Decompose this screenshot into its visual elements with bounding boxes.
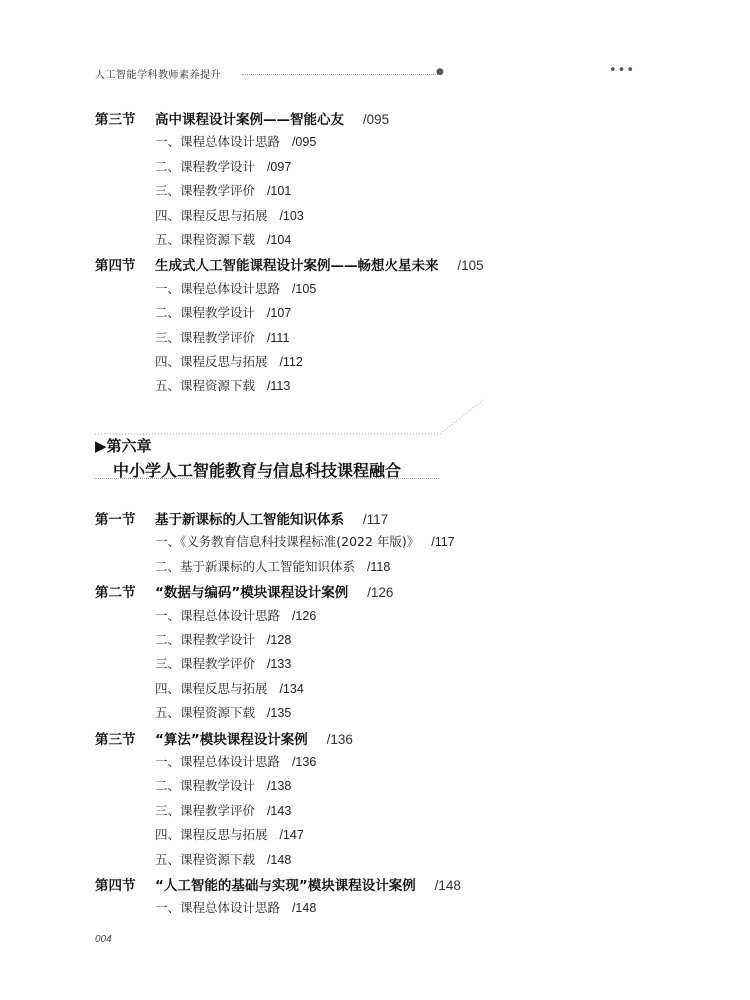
toc-item-entry[interactable] (155, 801, 291, 819)
item-label: 五、课程资源下载 (155, 232, 256, 247)
item-label: 二、课程教学设计 (155, 305, 256, 321)
item-page: /128 (266, 633, 292, 647)
header-ellipsis-icon: ••• (608, 63, 635, 78)
toc-item-entry[interactable] (155, 825, 304, 843)
item-label: 二、课程教学设计 (155, 158, 256, 174)
section-page: /126 (367, 585, 394, 601)
item-page: /104 (266, 233, 292, 247)
item-page: /148 (291, 901, 317, 916)
section-page: /105 (457, 258, 484, 274)
section-title: “数据与编码”模块课程设计案例 (155, 585, 349, 602)
item-label: 三、课程教学评价 (155, 656, 256, 672)
item-page: /117 (431, 535, 455, 550)
item-page: /138 (266, 779, 292, 794)
item-label: 四、课程反思与拓展 (155, 680, 268, 696)
item-page: /095 (291, 135, 317, 150)
item-page: /105 (291, 281, 317, 296)
toc-section-entry[interactable] (95, 581, 393, 601)
section-title: 生成式人工智能课程设计案例——畅想火星未来 (155, 258, 439, 275)
chapter-title: 中小学人工智能教育与信息科技课程融合 (113, 461, 402, 480)
item-page: /111 (266, 330, 290, 345)
section-page: /148 (434, 878, 461, 893)
toc-item-entry[interactable] (155, 532, 455, 550)
toc-section-entry[interactable] (95, 254, 484, 274)
item-label: 三、课程教学评价 (155, 802, 256, 818)
item-label: 一、课程总体设计思路 (155, 900, 281, 916)
toc-section-entry[interactable] (95, 108, 389, 128)
item-label: 四、课程反思与拓展 (155, 827, 268, 843)
page-number: 004 (95, 934, 112, 945)
item-label: 四、课程反思与拓展 (155, 207, 268, 223)
toc-section-entry[interactable] (95, 728, 353, 748)
section-title: “算法”模块课程设计案例 (155, 731, 308, 748)
item-page: /097 (266, 159, 292, 174)
header-bullet-marker: ● (436, 67, 444, 77)
toc-item-entry[interactable] (155, 679, 304, 697)
section-title: 基于新课标的人工智能知识体系 (155, 512, 344, 528)
toc-item-entry[interactable] (155, 181, 291, 199)
item-label: 二、课程教学设计 (155, 632, 256, 647)
toc-item-entry[interactable] (155, 776, 291, 794)
toc-item-entry[interactable] (155, 352, 303, 370)
chapter-number: ▶第六章 (95, 437, 152, 455)
chapter-underline (95, 478, 439, 479)
item-label: 二、基于新课标的人工智能知识体系 (155, 558, 356, 574)
item-page: /126 (291, 608, 317, 623)
item-page: /136 (291, 755, 317, 769)
item-label: 一、课程总体设计思路 (155, 134, 281, 150)
item-page: /148 (266, 852, 292, 867)
section-number: 第一节 (95, 512, 136, 528)
toc-section-entry[interactable] (95, 508, 388, 528)
item-label: 五、课程资源下载 (155, 378, 256, 394)
item-label: 五、课程资源下载 (155, 851, 256, 867)
section-title: “人工智能的基础与实现”模块课程设计案例 (155, 878, 416, 894)
toc-item-entry[interactable] (155, 850, 291, 868)
toc-item-entry[interactable] (155, 752, 316, 770)
section-number: 第二节 (95, 585, 136, 602)
toc-item-entry[interactable] (155, 230, 291, 248)
chapter-heading (95, 435, 401, 481)
toc-item-entry[interactable] (155, 630, 291, 648)
section-page: /136 (326, 731, 353, 747)
section-page: /095 (362, 112, 390, 127)
item-label: 四、课程反思与拓展 (155, 354, 268, 369)
toc-item-entry[interactable] (155, 898, 316, 916)
toc-item-entry[interactable] (155, 654, 291, 672)
item-label: 一、课程总体设计思路 (155, 280, 281, 296)
item-page: /113 (266, 379, 291, 394)
item-page: /101 (266, 184, 292, 199)
item-label: 一、课程总体设计思路 (155, 754, 281, 769)
item-page: /147 (279, 828, 304, 843)
toc-item-entry[interactable] (155, 206, 304, 224)
toc-item-entry[interactable] (155, 279, 316, 297)
header-dotted-rule (242, 74, 438, 75)
section-title: 高中课程设计案例——智能心友 (155, 112, 344, 128)
toc-item-entry[interactable] (155, 328, 289, 346)
toc-item-entry[interactable] (155, 132, 316, 150)
item-page: /135 (266, 706, 292, 721)
item-page: /103 (279, 208, 304, 223)
item-label: 五、课程资源下载 (155, 705, 256, 721)
toc-item-entry[interactable] (155, 303, 291, 321)
running-header (95, 63, 635, 82)
section-number: 第三节 (95, 112, 136, 128)
toc-section-entry[interactable] (95, 874, 461, 894)
toc-item-entry[interactable] (155, 157, 291, 175)
item-page: /107 (266, 306, 292, 321)
item-page: /134 (279, 681, 304, 696)
item-page: /112 (279, 355, 303, 369)
section-number: 第四节 (95, 258, 136, 275)
item-label: 三、课程教学评价 (155, 329, 256, 345)
book-title: 人工智能学科教师素养提升 (95, 70, 221, 81)
item-label: 一、《义务教育信息科技课程标准(2022 年版)》 (155, 534, 420, 550)
section-page: /117 (362, 512, 389, 527)
item-label: 二、课程教学设计 (155, 778, 256, 794)
section-number: 第三节 (95, 731, 136, 748)
item-label: 一、课程总体设计思路 (155, 607, 281, 623)
chapter-divider-decoration (95, 398, 495, 438)
toc-item-entry[interactable] (155, 557, 390, 575)
section-number: 第四节 (95, 878, 136, 894)
toc-item-entry[interactable] (155, 703, 291, 721)
item-page: /133 (266, 657, 292, 672)
item-page: /118 (366, 559, 391, 574)
toc-item-entry[interactable] (155, 606, 316, 624)
item-page: /143 (266, 803, 292, 818)
item-label: 三、课程教学评价 (155, 183, 256, 199)
toc-item-entry[interactable] (155, 376, 290, 394)
